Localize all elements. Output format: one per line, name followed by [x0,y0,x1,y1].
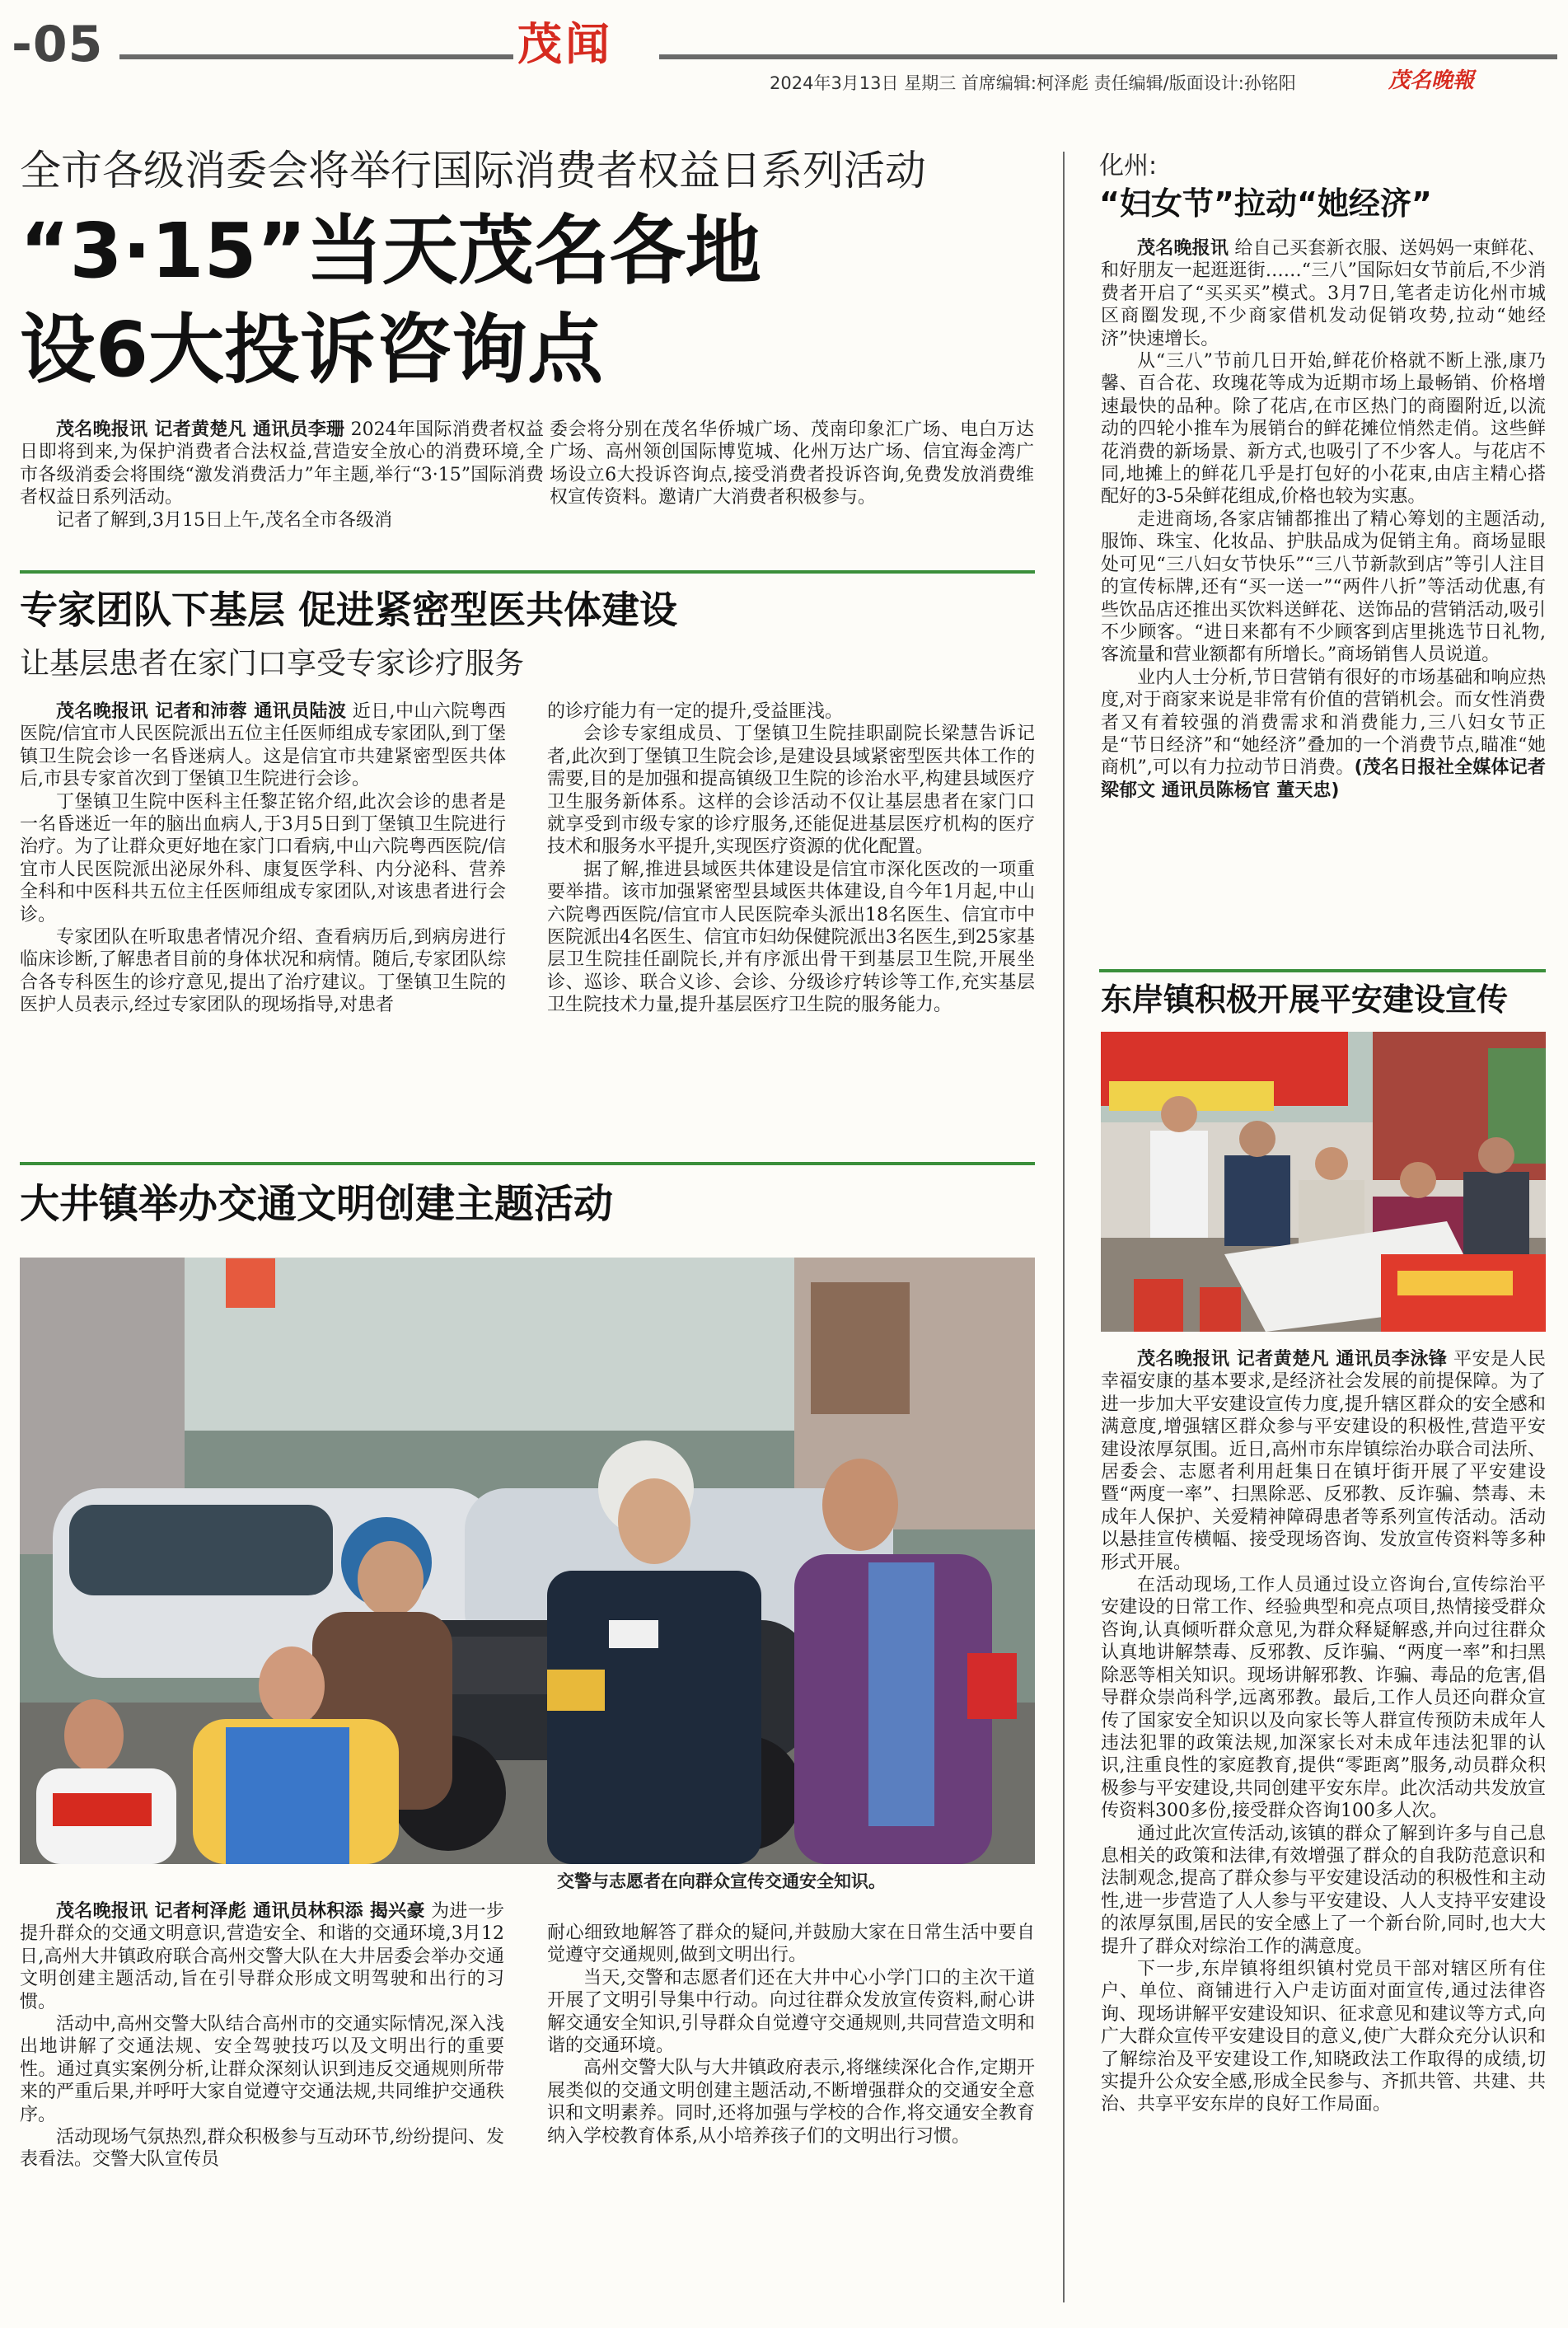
a2-divider [20,1162,1035,1165]
a5-para: 在活动现场,工作人员通过设立咨询台,宣传综治平安建设的日常工作、经验典型和亮点项目,热情接受群众咨询,认真倾听群众意见,为群众释疑解惑,并向过往群众认真地讲解禁毒、反邪教、反诈骗、“两度一率”和扫黑除恶等相关知识。现场讲解邪教、诈骗、毒品的危害,倡导群众崇尚科学,远离邪教。最后,工作人员还向群众宣传了国家安全知识以及向家长等人群宣传预防未成年人违法犯罪的政策法规,加深家长对未成年违法犯罪的认识,注重良性的家庭教育,提供“零距离”服务,动员群众积极参与平安建设,共同创建平安东岸。此次活动共发放宣传资料300多份,接受群众咨询100多人次。 [1101,1575,1546,1822]
a1-divider [20,570,1035,574]
a2-para: 会诊专家组成员、丁堡镇卫生院挂职副院长梁慧告诉记者,此次到丁堡镇卫生院会诊,是建设县域紧密型医共体工作的需要,目的是加强和提高镇级卫生院的诊治水平,构建县域医疗卫生服务新体系。这样的会诊活动不仅让基层患者在家门口就享受到市级专家的诊疗服务,还能促进基层医疗机构的医疗技术和服务水平提升,实现医疗资源的优化配置。 [547,724,1035,858]
a1-column-2 [550,419,1034,509]
a2-headline: 专家团队下基层 促进紧密型医共体建设 [20,588,678,632]
a5-para: 下一步,东岸镇将组织镇村党员干部对辖区所有住户、单位、商铺进行入户走访面对面宣传,通过法律咨询、现场讲解平安建设知识、征求意见和建议等方式,向广大群众宣传平安建设目的意义,使广大群众充分认识和了解综治及平安建设工作,知晓政法工作取得的成绩,切实提升公众安全感,形成全民参与、齐抓共管、共建、共治、共享平安东岸的良好工作局面。 [1101,1958,1546,2115]
a3-para: 活动现场气氛热烈,群众积极参与互动环节,纷纷提问、发表看法。交警大队宣传员 [20,2127,504,2171]
a3-column-2 [547,1922,1035,2148]
a5-para: 通过此次宣传活动,该镇的群众了解到许多与自己息息相关的政策和法律,有效增强了群众的自我防范意识和法制观念,提高了群众参与平安建设活动的积极性和主动性,进一步营造了人人参与平安建设、人人支持平安建设的浓厚氛围,居民的安全感上了一个新台阶,同时,也大大提升了群众对综治工作的满意度。 [1101,1823,1546,1957]
a1-para: 记者了解到,3月15日上午,茂名全市各级消 [56,509,392,531]
a5-headline: 东岸镇积极开展平安建设宣传 [1101,981,1509,1018]
traffic-photo-illustration [20,1258,1035,1864]
section-title: 茂闻 [517,18,613,70]
a3-byline: 茂名晚报讯 记者柯泽彪 通讯员林积添 揭兴豪 [56,1901,425,1922]
a1-kicker: 全市各级消委会将举行国际消费者权益日系列活动 [20,147,926,194]
a4-divider [1099,969,1546,972]
a2-subtitle: 让基层患者在家门口享受专家诊疗服务 [20,647,525,681]
a5-byline: 茂名晚报讯 记者黄楚凡 通讯员李泳锋 [1137,1349,1448,1370]
a4-byline: (茂名日报社全媒体记者梁郁文 通讯员陈杨官 董天忠) [1101,757,1546,801]
a4-para: 走进商场,各家店铺都推出了精心筹划的主题活动,服饰、珠宝、化妆品、护肤品成为促销主角。商场显眼处可见“三八妇女节快乐”“三八节新款到店”等引人注目的宣传标牌,还有“买一送一”“两件八折”等活动优惠,有些饮品店还推出买饮料送鲜花、送饰品的营销活动,吸引不少顾客。“进日来都有不少顾客到店里挑选节日礼物,客流量和营业额都有所增长。”商场销售人员说道。 [1101,508,1546,666]
safety-campaign-photo [1101,1032,1546,1332]
a2-column-1 [20,700,506,1017]
page-number: -05 [12,16,104,73]
a5-para: 平安是人民幸福安康的基本要求,是经济社会发展的前提保障。为了进一步加大平安建设宣传力度,提升辖区群众的安全感和满意度,增强辖区群众参与平安建设的积极性,营造平安建设浓厚氛围。近日,高州市东岸镇综治办联合司法所、居委会、志愿者利用赶集日在镇圩街开展了平安建设暨“两度一率”、扫黑除恶、反邪教、反诈骗、禁毒、未成年人保护、关爱精神障碍患者等系列宣传活动。活动以悬挂宣传横幅、接受现场咨询、发放宣传资料等多种形式开展。 [1101,1349,1546,1573]
a3-para: 高州交警大队与大井镇政府表示,将继续深化合作,定期开展类似的交通文明创建主题活动,不断增强群众的交通安全意识和文明素养。同时,还将加强与学校的合作,将交通安全教育纳入学校教育体系,从小培养孩子们的文明出行习惯。 [547,2058,1035,2147]
header-rule-right [659,54,1557,59]
a2-para: 据了解,推进县域医共体建设是信宜市深化医改的一项重要举措。该市加强紧密型县域医共体建设,自今年1月起,中山六院粤西医院/信宜市人民医院牵头派出18名医生、信宜市中医院派出4名医生、信宜市妇幼保健院派出3名医生,到25家基层卫生院挂任副院长,并有序派出骨干到基层卫生院,开展坐诊、巡诊、联合义诊、会诊、分级诊疗转诊等工作,充实基层卫生院技术力量,提升基层医疗卫生院的服务能力。 [547,859,1035,1016]
a3-photo-caption: 交警与志愿者在向群众宣传交通安全知识。 [557,1871,886,1891]
header-info: 2024年3月13日 星期三 首席编辑:柯泽彪 责任编辑/版面设计:孙铭阳 [770,73,1296,93]
a3-headline: 大井镇举办交通文明创建主题活动 [20,1181,614,1227]
a1-byline: 茂名晚报讯 记者黄楚凡 通讯员李珊 [56,419,345,440]
a4-para: 给自己买套新衣服、送妈妈一束鲜花、和好朋友一起逛逛街……“三八”国际妇女节前后,不少消费者开启了“买买买”模式。3月7日,笔者走访化州市城区商圈发现,不少商家借机发动促销攻势,拉动“她经济”快速增长。 [1101,238,1546,349]
a5-body [1101,1348,1546,2116]
column-separator [1063,152,1065,2302]
a2-column-2 [547,700,1035,1017]
a1-headline-line1: “3·15”当天茂名各地 [20,207,761,295]
a2-para: 近日,中山六院粤西医院/信宜市人民医院派出五位主任医师组成专家团队,到丁堡镇卫生院会诊一名昏迷病人。这是信宜市共建紧密型医共体后,市县专家首次到丁堡镇卫生院进行会诊。 [20,701,506,790]
a3-para: 当天,交警和志愿者们还在大井中心小学门口的主次干道开展了文明引导集中行动。向过往群众发放宣传资料,耐心讲解交通安全知识,引导群众自觉遵守交通规则,共同营造文明和谐的交通环境。 [547,1967,1035,2057]
a4-para: 业内人士分析,节日营销有很好的市场基础和响应热度,对于商家来说是非常有价值的营销机会。而女性消费者又有着较强的消费需求和消费能力,三八妇女节正是“节日经济”和“她经济”叠加的一个消费节点,瞄准“她商机”,可以有力拉动节日消费。 [1101,667,1546,779]
a3-para: 为进一步提升群众的交通文明意识,营造安全、和谐的交通环境,3月12日,高州大井镇政府联合高州交警大队在大井居委会举办交通文明创建主题活动,旨在引导群众形成文明驾驶和出行的习惯。 [20,1901,504,2012]
a2-byline: 茂名晚报讯 记者和沛蓉 通讯员陆波 [56,701,347,722]
a4-kicker: 化州: [1099,152,1158,180]
a3-column-1 [20,1900,504,2171]
a1-para: 委会将分别在茂名华侨城广场、茂南印象汇广场、电白万达广场、高州领创国际博览城、化州万达广场、信宜海金湾广场设立6大投诉咨询点,接受消费者投诉咨询,免费发放消费维权宣传资料。邀请广大消费者积极参与。 [550,419,1034,508]
a4-byline-lead: 茂名晚报讯 [1137,238,1229,259]
a4-headline: “妇女节”拉动“她经济” [1099,185,1432,222]
a4-para: 从“三八”节前几日开始,鲜花价格就不断上涨,康乃馨、百合花、玫瑰花等成为近期市场上最畅销、价格增速最快的品种。除了花店,在市区热门的商圈附近,以流动的四轮小推车为展销台的鲜花摊位悄然走俏。这些鲜花消费的新场景、新方式,也吸引了不少客人。与花店不同,地摊上的鲜花几乎是打包好的小花束,由店主精心搭配好的3-5朵鲜花组成,价格也较为实惠。 [1101,351,1546,508]
a1-headline-line2: 设6大投诉咨询点 [20,306,604,394]
a3-para: 活动中,高州交警大队结合高州市的交通实际情况,深入浅出地讲解了交通法规、安全驾驶技巧以及文明出行的重要性。通过真实案例分析,让群众深刻认识到违反交通规则所带来的严重后果,并呼吁大家自觉遵守交通法规,共同维护交通秩序。 [20,2014,504,2125]
a1-para: 2024年国际消费者权益日即将到来,为保护消费者合法权益,营造安全放心的消费环境,全市各级消委会将围绕“激发消费活力”年主题,举行“3·15”国际消费者权益日系列活动。 [20,419,544,508]
a4-body [1101,237,1546,802]
a1-column-1 [20,419,544,532]
a2-para: 专家团队在听取患者情况介绍、查看病历后,到病房进行临床诊断,了解患者目前的身体状况和病情。随后,专家团队综合各专科医生的诊疗意见,提出了治疗建议。丁堡镇卫生院的医护人员表示,经过专家团队的现场指导,对患者 [20,927,506,1016]
safety-photo-illustration [1101,1032,1546,1332]
header-rule-left [119,54,513,59]
a3-para: 耐心细致地解答了群众的疑问,并鼓励大家在日常生活中要自觉遵守交通规则,做到文明出行。 [547,1923,1035,1966]
brand-logo: 茂名晚報 [1388,68,1475,93]
traffic-safety-photo [20,1258,1035,1864]
a2-para: 丁堡镇卫生院中医科主任黎芷铭介绍,此次会诊的患者是一名昏迷近一年的脑出血病人,于3月5日到丁堡镇卫生院进行治疗。为了让群众更好地在家门口看病,中山六院粤西医院/信宜市人民医院派出泌尿外科、康复医学科、内分泌科、营养全科和中医科共五位主任医师组成专家团队,对该患者进行会诊。 [20,791,506,925]
a2-para: 的诊疗能力有一定的提升,受益匪浅。 [547,701,843,722]
